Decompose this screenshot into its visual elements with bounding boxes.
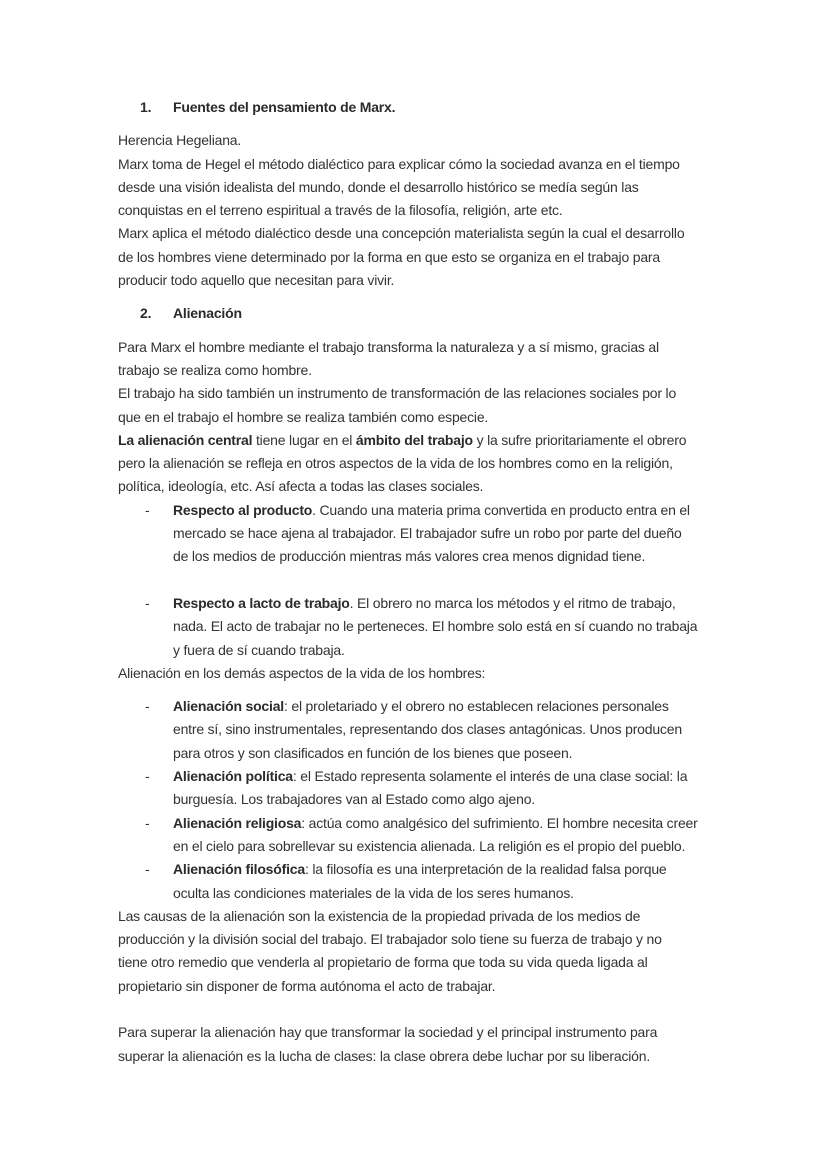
text-line <box>118 951 718 974</box>
text-line <box>173 695 718 718</box>
text-run: Para Marx el hombre mediante el trabajo transforma la naturaleza y a sí mismo, gracias al <box>118 338 659 355</box>
heading-text: Fuentes del pensamiento de Marx. <box>173 99 396 115</box>
blank-line <box>118 569 718 592</box>
bullet-text <box>173 765 718 812</box>
text-run: pero la alienación se refleja en otros aspectos de la vida de los hombres como en la religión, <box>118 455 673 472</box>
bullet-item <box>145 592 718 662</box>
text-line <box>118 452 718 475</box>
bullet-dash: - <box>145 501 150 518</box>
heading-number: 1. <box>140 99 152 115</box>
text-line <box>118 1045 718 1068</box>
text-line <box>173 639 718 662</box>
text-run: para otros y son clasificados en función de los bienes que poseen. <box>173 744 573 761</box>
text-run: propietario sin disponer de forma autónoma el acto de trabajar. <box>118 977 496 994</box>
bold-text-run: ámbito del trabajo <box>355 431 473 448</box>
text-run: : actúa como analgésico del sufrimiento. El hombre necesita creer <box>301 814 698 831</box>
paragraph <box>118 129 718 292</box>
bold-text-run: Respecto al producto <box>173 501 313 518</box>
text-run: Para superar la alienación hay que transformar la sociedad y el principal instrumento para <box>118 1024 658 1041</box>
text-line <box>118 176 718 199</box>
bullet-group <box>118 695 718 905</box>
text-line <box>173 882 718 905</box>
text-line <box>118 905 718 928</box>
text-run: Herencia Hegeliana. <box>118 132 242 149</box>
text-run: El trabajo ha sido también un instrumento de transformación de las relaciones sociales por lo <box>118 385 677 402</box>
text-line <box>118 662 718 685</box>
blank-line <box>118 998 718 1021</box>
bullet-dash: - <box>145 814 150 831</box>
text-run: tiene lugar en el <box>252 431 356 448</box>
bullet-dash: - <box>145 768 150 785</box>
text-line <box>118 382 718 405</box>
text-run: burguesía. Los trabajadores van al Estado como algo ajeno. <box>173 791 535 808</box>
text-run: . El obrero no marca los métodos y el ritmo de trabajo, <box>349 594 676 611</box>
text-run: : el Estado representa solamente el interés de una clase social: la <box>292 768 688 785</box>
document-content <box>118 96 718 1068</box>
text-line <box>173 522 718 545</box>
text-line <box>118 246 718 269</box>
paragraph <box>118 905 718 998</box>
text-run: Las causas de la alienación son la existencia de la propiedad privada de los medios de <box>118 907 641 924</box>
text-line <box>173 615 718 638</box>
text-run: que en el trabajo el hombre se realiza también como especie. <box>118 408 489 425</box>
bullet-item <box>145 765 718 812</box>
text-run: tiene otro remedio que venderla al propietario de forma que toda su vida queda ligada al <box>118 954 648 971</box>
bullet-item <box>145 812 718 859</box>
text-line <box>118 928 718 951</box>
text-run: entre sí, sino instrumentales, representando dos clases antagónicas. Unos producen <box>173 721 682 738</box>
text-run: y fuera de sí cuando trabaja. <box>173 641 345 658</box>
text-line <box>173 718 718 741</box>
text-run: conquistas en el terreno espiritual a través de la filosofía, religión, arte etc. <box>118 202 563 219</box>
text-line <box>173 858 718 881</box>
bold-text-run: Alienación religiosa <box>173 814 302 831</box>
text-run: en el cielo para sobrellevar su existencia alienada. La religión es el propio del pueblo. <box>173 837 686 854</box>
bold-text-run: Alienación social <box>173 698 284 715</box>
text-line <box>118 429 718 452</box>
text-line <box>173 765 718 788</box>
text-run: de los hombres viene determinado por la forma en que esto se organiza en el trabajo para <box>118 248 660 265</box>
text-line <box>173 812 718 835</box>
text-line <box>173 835 718 858</box>
bullet-dash: - <box>145 861 150 878</box>
text-line <box>118 1021 718 1044</box>
bold-text-run: Alienación política <box>173 768 293 785</box>
section-heading <box>140 96 718 119</box>
text-line <box>118 222 718 245</box>
bullet-text <box>173 812 718 859</box>
bold-text-run: Alienación filosófica <box>173 861 305 878</box>
bullet-text <box>173 499 718 569</box>
text-line <box>173 742 718 765</box>
text-line <box>173 545 718 568</box>
bullet-item <box>145 695 718 765</box>
bullet-text <box>173 858 718 905</box>
text-run: : la filosofía es una interpretación de la realidad falsa porque <box>304 861 667 878</box>
text-line <box>173 788 718 811</box>
text-run: política, ideología, etc. Así afecta a todas las clases sociales. <box>118 478 484 495</box>
text-run: trabajo se realiza como hombre. <box>118 361 312 378</box>
bold-text-run: La alienación central <box>118 431 253 448</box>
text-run: desde una visión idealista del mundo, donde el desarrollo histórico se medía según las <box>118 178 639 195</box>
bullet-text <box>173 592 718 662</box>
text-line <box>118 153 718 176</box>
paragraph <box>118 662 718 685</box>
heading-text: Alienación <box>173 305 242 322</box>
text-run: Marx aplica el método dialéctico desde una concepción materialista según la cual el desarrollo <box>118 225 685 242</box>
text-run: nada. El acto de trabajar no le perteneces. El hombre solo está en sí cuando no trabaja <box>173 618 698 635</box>
text-line <box>118 975 718 998</box>
bullet-dash: - <box>145 594 150 611</box>
text-run: . Cuando una materia prima convertida en producto entra en el <box>312 501 690 518</box>
paragraph <box>118 1021 718 1068</box>
text-line <box>118 129 718 152</box>
text-line <box>173 592 718 615</box>
text-run: mercado se hace ajena al trabajador. El trabajador sufre un robo por parte del dueño <box>173 525 682 542</box>
text-run: producción y la división social del trabajo. El trabajador solo tiene su fuerza de trabajo y no <box>118 931 662 948</box>
text-line <box>173 499 718 522</box>
text-line <box>118 475 718 498</box>
bold-text-run: Respecto a lacto de trabajo <box>173 594 350 611</box>
text-run: : el proletariado y el obrero no establecen relaciones personales <box>283 698 669 715</box>
heading-number: 2. <box>140 305 152 322</box>
text-line <box>118 406 718 429</box>
text-run: Marx toma de Hegel el método dialéctico para explicar cómo la sociedad avanza en el tiempo <box>118 155 680 172</box>
paragraph <box>118 336 718 499</box>
bullet-item <box>145 858 718 905</box>
text-line <box>118 336 718 359</box>
text-run: Alienación en los demás aspectos de la vida de los hombres: <box>118 664 486 681</box>
text-run: superar la alienación es la lucha de clases: la clase obrera debe luchar por su liberación. <box>118 1047 651 1064</box>
bullet-text <box>173 695 718 765</box>
text-run: y la sufre prioritariamente el obrero <box>472 431 687 448</box>
text-run: producir todo aquello que necesitan para vivir. <box>118 272 395 289</box>
text-line <box>118 199 718 222</box>
bullet-dash: - <box>145 698 150 715</box>
section-heading <box>140 302 718 325</box>
text-run: oculta las condiciones materiales de la vida de los seres humanos. <box>173 884 574 901</box>
text-run: de los medios de producción mientras más valores crea menos dignidad tiene. <box>173 548 646 565</box>
text-line <box>118 359 718 382</box>
text-line <box>118 269 718 292</box>
bullet-item <box>145 499 718 569</box>
